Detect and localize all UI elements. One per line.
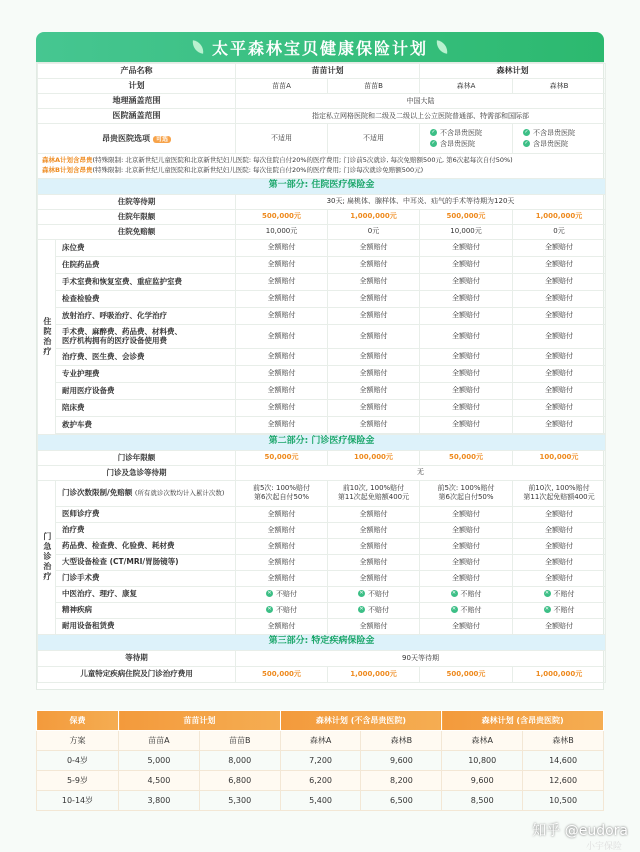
option-miaomiao-a: 不适用 bbox=[236, 124, 328, 154]
premium-value: 6,500 bbox=[361, 791, 442, 811]
inpatient-item: 放射治疗、呼吸治疗、化学治疗 bbox=[56, 307, 236, 324]
full-pay: 全额赔付 bbox=[236, 399, 328, 416]
part3-title: 第三部分: 特定疾病保险金 bbox=[38, 634, 606, 650]
full-pay: 全额赔付 bbox=[328, 416, 420, 433]
inpatient-item: 手术费、麻醉费、药品费、材料费、 医疗机构拥有的医疗设备使用费 bbox=[56, 324, 236, 348]
info-icon: ✕ bbox=[267, 590, 272, 597]
inpatient-deductible-label: 住院免赔额 bbox=[38, 224, 236, 239]
full-pay: 全额赔付 bbox=[328, 538, 420, 554]
full-pay: 全额赔付 bbox=[328, 365, 420, 382]
full-pay: 全额赔付 bbox=[328, 522, 420, 538]
no-pay: ✕ 不赔付 bbox=[236, 602, 328, 618]
premium-header: 保费 bbox=[37, 711, 119, 731]
premium-value: 9,600 bbox=[361, 751, 442, 771]
option-senlin-b: ✓ 不含昂贵医院 ✓ 含昂贵医院 bbox=[513, 124, 606, 154]
coverage-table bbox=[36, 62, 604, 690]
full-pay: 全额赔付 bbox=[236, 256, 328, 273]
premium-value: 8,200 bbox=[361, 771, 442, 791]
full-pay: 全额赔付 bbox=[513, 416, 606, 433]
full-pay: 全额赔付 bbox=[513, 239, 606, 256]
check-icon: ✓ bbox=[431, 140, 436, 146]
full-pay: 全额赔付 bbox=[328, 618, 420, 634]
plan-label: 计划 bbox=[38, 79, 236, 94]
visit-rule: 前5次: 100%赔付 第6次起自付50% bbox=[236, 480, 328, 506]
inpatient-item: 治疗费、医生费、会诊费 bbox=[56, 348, 236, 365]
full-pay: 全额赔付 bbox=[420, 506, 513, 522]
no-pay: ✕ 不赔付 bbox=[236, 586, 328, 602]
premium-value: 5,000 bbox=[119, 751, 200, 771]
limit-value: 500,000元 bbox=[236, 209, 328, 224]
premium-value: 9,600 bbox=[442, 771, 523, 791]
inpatient-wait-value: 30天; 扁桃体、腺样体、中耳炎、疝气的手术等待期为120天 bbox=[236, 194, 606, 209]
limit-value: 50,000元 bbox=[236, 450, 328, 465]
full-pay: 全额赔付 bbox=[328, 290, 420, 307]
premium-value: 10,800 bbox=[442, 751, 523, 771]
plan-label: 方案 bbox=[37, 731, 119, 751]
full-pay: 全额赔付 bbox=[328, 570, 420, 586]
watermark: 知乎 @eudora bbox=[532, 823, 628, 839]
limit-value: 1,000,000元 bbox=[328, 666, 420, 682]
full-pay: 全额赔付 bbox=[236, 348, 328, 365]
full-pay: 全额赔付 bbox=[513, 365, 606, 382]
limit-value: 500,000元 bbox=[236, 666, 328, 682]
plan-miaomiao-a: 苗苗A bbox=[236, 79, 328, 94]
full-pay: 全额赔付 bbox=[513, 290, 606, 307]
full-pay: 全额赔付 bbox=[236, 554, 328, 570]
inpatient-item: 检查检验费 bbox=[56, 290, 236, 307]
senlin-no-expensive-header: 森林计划 (不含昂贵医院) bbox=[280, 711, 442, 731]
check-icon: ✓ bbox=[524, 140, 529, 146]
plan-name: 苗苗A bbox=[119, 731, 200, 751]
full-pay: 全额赔付 bbox=[328, 324, 420, 348]
full-pay: 全额赔付 bbox=[513, 522, 606, 538]
inpatient-item: 陪床费 bbox=[56, 399, 236, 416]
full-pay: 全额赔付 bbox=[513, 348, 606, 365]
full-pay: 全额赔付 bbox=[236, 365, 328, 382]
geo-label: 地理涵盖范围 bbox=[38, 94, 236, 109]
deductible-value: 0元 bbox=[328, 224, 420, 239]
leaf-icon-right bbox=[435, 40, 449, 54]
limit-value: 1,000,000元 bbox=[513, 666, 606, 682]
plan-name: 森林B bbox=[361, 731, 442, 751]
part2-title: 第二部分: 门诊医疗保险金 bbox=[38, 434, 606, 450]
full-pay: 全额赔付 bbox=[236, 307, 328, 324]
premium-value: 14,600 bbox=[523, 751, 604, 771]
plan-senlin-a: 森林A bbox=[420, 79, 513, 94]
full-pay: 全额赔付 bbox=[420, 273, 513, 290]
premium-value: 6,200 bbox=[280, 771, 361, 791]
full-pay: 全额赔付 bbox=[513, 256, 606, 273]
premium-value: 5,400 bbox=[280, 791, 361, 811]
no-pay: ✕ 不赔付 bbox=[420, 602, 513, 618]
senlin-expensive-header: 森林计划 (含昂贵医院) bbox=[442, 711, 604, 731]
product-name-label: 产品名称 bbox=[38, 64, 236, 79]
outpatient-item: 门诊手术费 bbox=[56, 570, 236, 586]
premium-value: 12,600 bbox=[523, 771, 604, 791]
full-pay: 全额赔付 bbox=[236, 538, 328, 554]
no-pay: ✕ 不赔付 bbox=[513, 602, 606, 618]
check-icon: ✓ bbox=[431, 129, 436, 136]
limit-value: 100,000元 bbox=[328, 450, 420, 465]
outpatient-item: 大型设备检查 (CT/MRI/胃肠镜等) bbox=[56, 554, 236, 570]
outpatient-limit-label: 门诊年限额 bbox=[38, 450, 236, 465]
plan-name: 森林B bbox=[523, 731, 604, 751]
full-pay: 全额赔付 bbox=[420, 554, 513, 570]
full-pay: 全额赔付 bbox=[513, 307, 606, 324]
no-pay: ✕ 不赔付 bbox=[328, 586, 420, 602]
full-pay: 全额赔付 bbox=[236, 273, 328, 290]
inpatient-item: 床位费 bbox=[56, 239, 236, 256]
full-pay: 全额赔付 bbox=[420, 522, 513, 538]
plan-name: 森林A bbox=[280, 731, 361, 751]
plan-senlin-b: 森林B bbox=[513, 79, 606, 94]
full-pay: 全额赔付 bbox=[236, 324, 328, 348]
full-pay: 全额赔付 bbox=[328, 506, 420, 522]
watermark-secondary: 小宇保险 bbox=[585, 842, 622, 852]
full-pay: 全额赔付 bbox=[513, 506, 606, 522]
info-icon: ✕ bbox=[267, 606, 272, 613]
critical-wait-label: 等待期 bbox=[38, 650, 236, 666]
full-pay: 全额赔付 bbox=[420, 416, 513, 433]
premium-value: 8,500 bbox=[442, 791, 523, 811]
outpatient-item: 药品费、检查费、化验费、耗材费 bbox=[56, 538, 236, 554]
table-row bbox=[37, 751, 604, 771]
full-pay: 全额赔付 bbox=[236, 570, 328, 586]
full-pay: 全额赔付 bbox=[236, 239, 328, 256]
optional-badge: 可选 bbox=[153, 136, 171, 144]
premium-value: 10,500 bbox=[523, 791, 604, 811]
full-pay: 全额赔付 bbox=[513, 618, 606, 634]
no-pay: ✕ 不赔付 bbox=[328, 602, 420, 618]
full-pay: 全额赔付 bbox=[328, 348, 420, 365]
full-pay: 全额赔付 bbox=[420, 290, 513, 307]
full-pay: 全额赔付 bbox=[513, 399, 606, 416]
full-pay: 全额赔付 bbox=[420, 538, 513, 554]
full-pay: 全额赔付 bbox=[236, 506, 328, 522]
outpatient-item: 医师诊疗费 bbox=[56, 506, 236, 522]
page-title-banner bbox=[36, 32, 604, 62]
limit-value: 50,000元 bbox=[420, 450, 513, 465]
info-icon: ✕ bbox=[451, 606, 457, 613]
no-pay: ✕ 不赔付 bbox=[420, 586, 513, 602]
part1-title: 第一部分: 住院医疗保险金 bbox=[38, 178, 606, 194]
full-pay: 全额赔付 bbox=[328, 273, 420, 290]
senlin-header: 森林计划 bbox=[420, 64, 606, 79]
full-pay: 全额赔付 bbox=[328, 554, 420, 570]
visit-limit-label: 门诊次数限制/免赔额 (所有就诊次数均计入累计次数) bbox=[56, 480, 236, 506]
plan-miaomiao-b: 苗苗B bbox=[328, 79, 420, 94]
full-pay: 全额赔付 bbox=[328, 382, 420, 399]
full-pay: 全额赔付 bbox=[236, 618, 328, 634]
age-group: 10-14岁 bbox=[37, 791, 119, 811]
full-pay: 全额赔付 bbox=[513, 570, 606, 586]
hospital-value: 指定私立网格医院和二级及二级以上公立医院普通部、特需部和国际部 bbox=[236, 109, 606, 124]
full-pay: 全额赔付 bbox=[513, 538, 606, 554]
option-miaomiao-b: 不适用 bbox=[328, 124, 420, 154]
full-pay: 全额赔付 bbox=[236, 382, 328, 399]
inpatient-wait-label: 住院等待期 bbox=[38, 194, 236, 209]
full-pay: 全额赔付 bbox=[513, 554, 606, 570]
info-icon: ✕ bbox=[544, 606, 550, 613]
full-pay: 全额赔付 bbox=[236, 416, 328, 433]
outpatient-item: 治疗费 bbox=[56, 522, 236, 538]
full-pay: 全额赔付 bbox=[328, 307, 420, 324]
full-pay: 全额赔付 bbox=[420, 256, 513, 273]
premium-value: 4,500 bbox=[119, 771, 200, 791]
critical-wait-value: 90天等待期 bbox=[236, 650, 606, 666]
inpatient-limit-label: 住院年限额 bbox=[38, 209, 236, 224]
plan-name: 苗苗B bbox=[199, 731, 280, 751]
deductible-value: 0元 bbox=[513, 224, 606, 239]
full-pay: 全额赔付 bbox=[328, 399, 420, 416]
info-icon: ✕ bbox=[544, 590, 550, 597]
premium-value: 7,200 bbox=[280, 751, 361, 771]
inpatient-item: 救护车费 bbox=[56, 416, 236, 433]
premium-value: 3,800 bbox=[119, 791, 200, 811]
page-title: 太平森林宝贝健康保险计划 bbox=[211, 38, 428, 58]
full-pay: 全额赔付 bbox=[513, 324, 606, 348]
option-senlin-a: ✓ 不含昂贵医院 ✓ 含昂贵医院 bbox=[420, 124, 513, 154]
full-pay: 全额赔付 bbox=[420, 618, 513, 634]
full-pay: 全额赔付 bbox=[420, 239, 513, 256]
age-group: 0-4岁 bbox=[37, 751, 119, 771]
miaomiao-header: 苗苗计划 bbox=[236, 64, 420, 79]
visit-rule: 前10次, 100%赔付 第11次起免赔额400元 bbox=[328, 480, 420, 506]
full-pay: 全额赔付 bbox=[420, 399, 513, 416]
hospital-label: 医院涵盖范围 bbox=[38, 109, 236, 124]
full-pay: 全额赔付 bbox=[420, 382, 513, 399]
deductible-value: 10,000元 bbox=[420, 224, 513, 239]
inpatient-item: 住院药品费 bbox=[56, 256, 236, 273]
full-pay: 全额赔付 bbox=[420, 324, 513, 348]
inpatient-group-label: 住院治疗 bbox=[38, 239, 56, 434]
outpatient-group-label: 门急诊治疗 bbox=[38, 480, 56, 634]
outpatient-item: 中医治疗、理疗、康复 bbox=[56, 586, 236, 602]
limit-value: 1,000,000元 bbox=[513, 209, 606, 224]
no-pay: ✕ 不赔付 bbox=[513, 586, 606, 602]
premium-value: 6,800 bbox=[199, 771, 280, 791]
full-pay: 全额赔付 bbox=[420, 348, 513, 365]
limit-value: 100,000元 bbox=[513, 450, 606, 465]
child-disease-label: 儿童特定疾病住院及门诊治疗费用 bbox=[38, 666, 236, 682]
miaomiao-premium-header: 苗苗计划 bbox=[119, 711, 281, 731]
premium-table bbox=[36, 710, 604, 810]
full-pay: 全额赔付 bbox=[420, 307, 513, 324]
full-pay: 全额赔付 bbox=[236, 290, 328, 307]
visit-rule: 前5次: 100%赔付 第6次起自付50% bbox=[420, 480, 513, 506]
limit-value: 500,000元 bbox=[420, 209, 513, 224]
outpatient-wait-label: 门诊及急诊等待期 bbox=[38, 465, 236, 480]
special-notes: 森林A计划含昂贵(特殊限制: 北京新世纪儿童医院和北京新世纪妇儿医院: 每次住院自付20%的医疗费用; 门诊前5次就诊, 每次免赔额500元, 第6次起每次自付50%) 森林B计划含昂贵(特殊限制: 北京新世纪儿童医院和北京新世纪妇儿医院: 每次住院自付20%的医疗费用; 门诊每次就诊免赔额500元) bbox=[38, 154, 606, 179]
premium-value: 8,000 bbox=[199, 751, 280, 771]
plan-name: 森林A bbox=[442, 731, 523, 751]
outpatient-item: 精神疾病 bbox=[56, 602, 236, 618]
expensive-option-label: 昂贵医院选项 可选 bbox=[38, 124, 236, 154]
limit-value: 1,000,000元 bbox=[328, 209, 420, 224]
full-pay: 全额赔付 bbox=[236, 522, 328, 538]
info-icon: ✕ bbox=[451, 590, 457, 597]
inpatient-item: 专业护理费 bbox=[56, 365, 236, 382]
info-icon: ✕ bbox=[359, 606, 364, 613]
check-icon: ✓ bbox=[524, 129, 529, 136]
table-row bbox=[37, 771, 604, 791]
outpatient-item: 耐用设备租赁费 bbox=[56, 618, 236, 634]
full-pay: 全额赔付 bbox=[513, 382, 606, 399]
limit-value: 500,000元 bbox=[420, 666, 513, 682]
leaf-icon-left bbox=[191, 40, 205, 54]
full-pay: 全额赔付 bbox=[328, 256, 420, 273]
visit-rule: 前10次, 100%赔付 第11次起免赔额400元 bbox=[513, 480, 606, 506]
full-pay: 全额赔付 bbox=[420, 570, 513, 586]
premium-value: 5,300 bbox=[199, 791, 280, 811]
geo-value: 中国大陆 bbox=[236, 94, 606, 109]
full-pay: 全额赔付 bbox=[513, 273, 606, 290]
full-pay: 全额赔付 bbox=[420, 365, 513, 382]
outpatient-wait-value: 无 bbox=[236, 465, 606, 480]
full-pay: 全额赔付 bbox=[328, 239, 420, 256]
age-group: 5-9岁 bbox=[37, 771, 119, 791]
inpatient-item: 手术室费和恢复室费、重症监护室费 bbox=[56, 273, 236, 290]
inpatient-item: 耐用医疗设备费 bbox=[56, 382, 236, 399]
deductible-value: 10,000元 bbox=[236, 224, 328, 239]
table-row bbox=[37, 791, 604, 811]
info-icon: ✕ bbox=[359, 590, 364, 597]
